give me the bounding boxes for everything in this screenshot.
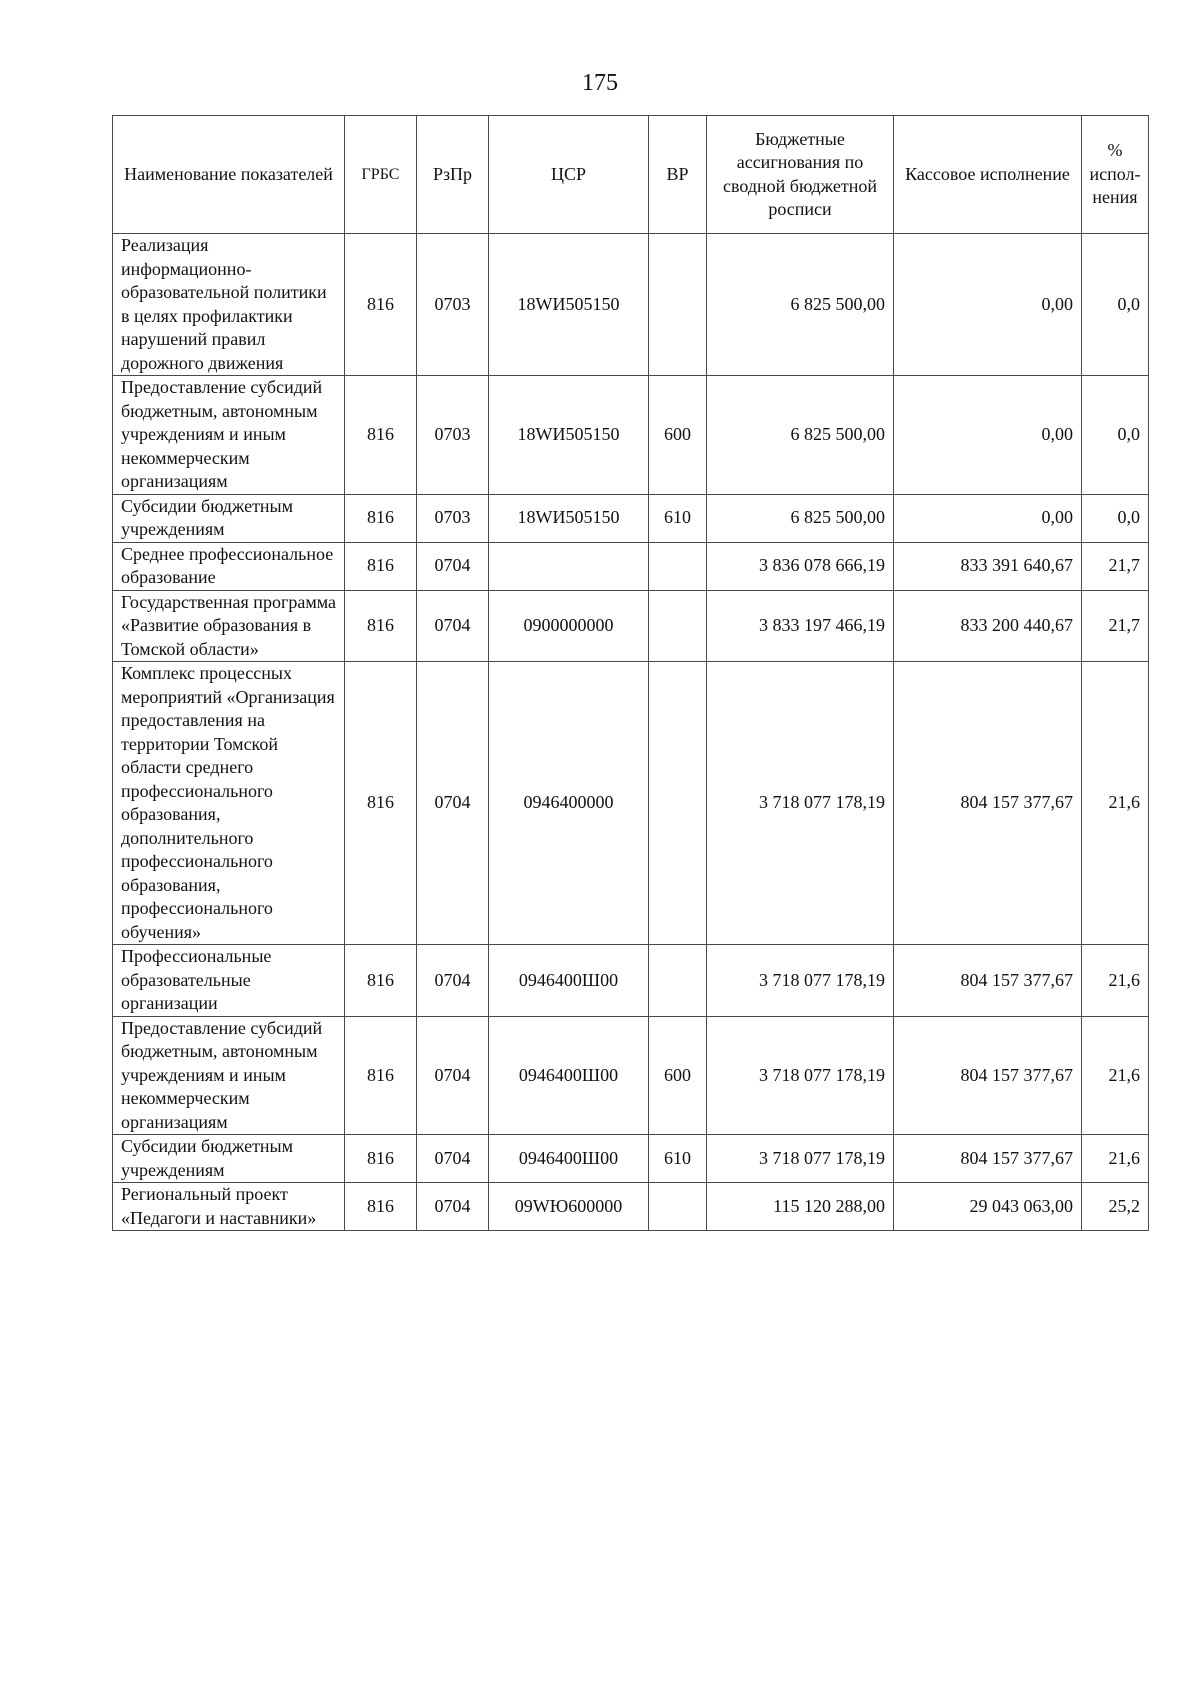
cell-rzpr: 0704 xyxy=(417,1016,489,1135)
cell-budget: 3 718 077 178,19 xyxy=(707,662,894,945)
table-row xyxy=(113,494,1149,542)
cell-percent: 0,0 xyxy=(1082,234,1149,376)
cell-grbs: 816 xyxy=(345,1135,417,1183)
cell-csr: 0946400Ш00 xyxy=(489,1135,649,1183)
cell-percent: 21,7 xyxy=(1082,542,1149,590)
cell-rzpr: 0703 xyxy=(417,376,489,495)
cell-name: Государственная программа «Развитие образования в Томской области» xyxy=(113,590,345,662)
header-percent: % испол- нения xyxy=(1082,116,1149,234)
cell-cash: 29 043 063,00 xyxy=(894,1183,1082,1231)
cell-budget: 3 718 077 178,19 xyxy=(707,1135,894,1183)
table-row xyxy=(113,662,1149,945)
cell-grbs: 816 xyxy=(345,234,417,376)
cell-vr: 610 xyxy=(649,1135,707,1183)
cell-grbs: 816 xyxy=(345,542,417,590)
cell-rzpr: 0704 xyxy=(417,945,489,1017)
cell-percent: 21,6 xyxy=(1082,1016,1149,1135)
header-cash: Кассовое исполнение xyxy=(894,116,1082,234)
page-number: 175 xyxy=(582,70,618,96)
cell-cash: 0,00 xyxy=(894,494,1082,542)
cell-grbs: 816 xyxy=(345,662,417,945)
cell-vr: 600 xyxy=(649,376,707,495)
cell-budget: 115 120 288,00 xyxy=(707,1183,894,1231)
cell-budget: 6 825 500,00 xyxy=(707,234,894,376)
cell-cash: 804 157 377,67 xyxy=(894,945,1082,1017)
cell-grbs: 816 xyxy=(345,590,417,662)
cell-name: Предоставление субсидий бюджетным, автономным учреждениям и иным некоммерческим организациям xyxy=(113,376,345,495)
cell-budget: 3 833 197 466,19 xyxy=(707,590,894,662)
cell-grbs: 816 xyxy=(345,376,417,495)
cell-name: Субсидии бюджетным учреждениям xyxy=(113,1135,345,1183)
cell-rzpr: 0703 xyxy=(417,494,489,542)
cell-vr xyxy=(649,590,707,662)
budget-execution-table xyxy=(112,115,1149,1231)
cell-cash: 804 157 377,67 xyxy=(894,662,1082,945)
cell-percent: 21,6 xyxy=(1082,662,1149,945)
cell-name: Комплекс процессных мероприятий «Организация предоставления на территории Томской области среднего профессионального образования, дополнительного профессионального образования, профессионального обучения» xyxy=(113,662,345,945)
cell-rzpr: 0704 xyxy=(417,590,489,662)
cell-cash: 833 391 640,67 xyxy=(894,542,1082,590)
table-row xyxy=(113,376,1149,495)
cell-percent: 21,6 xyxy=(1082,1135,1149,1183)
cell-budget: 3 718 077 178,19 xyxy=(707,945,894,1017)
cell-vr xyxy=(649,945,707,1017)
cell-csr: 0900000000 xyxy=(489,590,649,662)
cell-vr xyxy=(649,1183,707,1231)
table-row xyxy=(113,1135,1149,1183)
cell-rzpr: 0704 xyxy=(417,1183,489,1231)
header-csr: ЦСР xyxy=(489,116,649,234)
cell-percent: 21,7 xyxy=(1082,590,1149,662)
cell-name: Среднее профессиональное образование xyxy=(113,542,345,590)
table-row xyxy=(113,945,1149,1017)
cell-percent: 21,6 xyxy=(1082,945,1149,1017)
table-row xyxy=(113,234,1149,376)
cell-name: Региональный проект «Педагоги и наставники» xyxy=(113,1183,345,1231)
cell-vr xyxy=(649,662,707,945)
cell-budget: 3 836 078 666,19 xyxy=(707,542,894,590)
cell-rzpr: 0703 xyxy=(417,234,489,376)
cell-cash: 0,00 xyxy=(894,376,1082,495)
cell-cash: 833 200 440,67 xyxy=(894,590,1082,662)
table-row xyxy=(113,1183,1149,1231)
cell-csr: 0946400Ш00 xyxy=(489,1016,649,1135)
cell-budget: 6 825 500,00 xyxy=(707,376,894,495)
cell-rzpr: 0704 xyxy=(417,1135,489,1183)
cell-name: Реализация информационно-образовательной политики в целях профилактики нарушений правил дорожного движения xyxy=(113,234,345,376)
cell-budget: 6 825 500,00 xyxy=(707,494,894,542)
header-vr: ВР xyxy=(649,116,707,234)
cell-percent: 25,2 xyxy=(1082,1183,1149,1231)
cell-cash: 0,00 xyxy=(894,234,1082,376)
cell-csr: 18WИ505150 xyxy=(489,494,649,542)
table-header-row xyxy=(113,116,1149,234)
header-name: Наименование показателей xyxy=(113,116,345,234)
cell-budget: 3 718 077 178,19 xyxy=(707,1016,894,1135)
cell-vr xyxy=(649,542,707,590)
cell-vr xyxy=(649,234,707,376)
cell-percent: 0,0 xyxy=(1082,376,1149,495)
table-row xyxy=(113,590,1149,662)
cell-csr: 18WИ505150 xyxy=(489,234,649,376)
table-row xyxy=(113,542,1149,590)
header-rzpr: РзПр xyxy=(417,116,489,234)
cell-vr: 610 xyxy=(649,494,707,542)
header-grbs: ГРБС xyxy=(345,116,417,234)
cell-csr: 0946400000 xyxy=(489,662,649,945)
cell-grbs: 816 xyxy=(345,1016,417,1135)
cell-vr: 600 xyxy=(649,1016,707,1135)
cell-percent: 0,0 xyxy=(1082,494,1149,542)
cell-grbs: 816 xyxy=(345,1183,417,1231)
cell-cash: 804 157 377,67 xyxy=(894,1135,1082,1183)
cell-rzpr: 0704 xyxy=(417,662,489,945)
cell-csr: 09WЮ600000 xyxy=(489,1183,649,1231)
cell-grbs: 816 xyxy=(345,494,417,542)
cell-name: Предоставление субсидий бюджетным, автономным учреждениям и иным некоммерческим организациям xyxy=(113,1016,345,1135)
table-body xyxy=(113,234,1149,1231)
cell-name: Субсидии бюджетным учреждениям xyxy=(113,494,345,542)
table-row xyxy=(113,1016,1149,1135)
cell-rzpr: 0704 xyxy=(417,542,489,590)
cell-cash: 804 157 377,67 xyxy=(894,1016,1082,1135)
cell-name: Профессиональные образовательные организации xyxy=(113,945,345,1017)
cell-grbs: 816 xyxy=(345,945,417,1017)
header-budget: Бюджетные ассигнования по сводной бюджетной росписи xyxy=(707,116,894,234)
cell-csr xyxy=(489,542,649,590)
cell-csr: 0946400Ш00 xyxy=(489,945,649,1017)
cell-csr: 18WИ505150 xyxy=(489,376,649,495)
